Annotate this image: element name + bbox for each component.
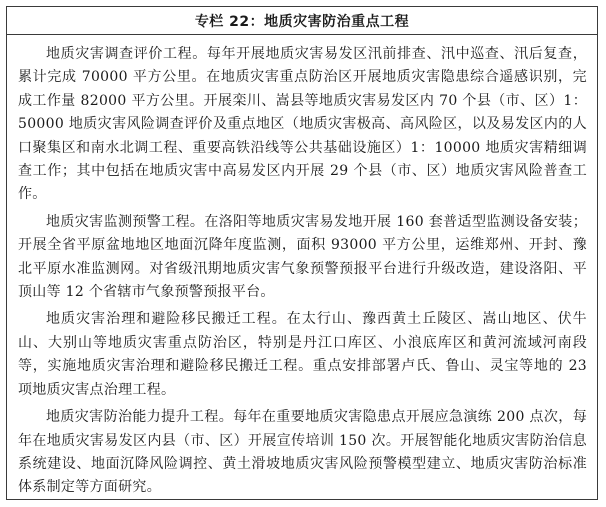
- paragraph-treatment-relocation: 地质灾害治理和避险移民搬迁工程。在太行山、豫西黄土丘陵区、嵩山地区、伏牛山、大别山等地质灾害重点防治区，特别是丹江口库区、小浪底库区和黄河流域河南段等，实施地质灾害治理和避险移民搬迁工程。重点安排部署卢氏、鲁山、灵宝等地的 23 项地质灾害点治理工程。: [18, 311, 587, 398]
- column-title: 专栏 22：地质灾害防治重点工程: [7, 7, 597, 35]
- column-box: [6, 6, 598, 500]
- paragraph-monitoring-warning: 地质灾害监测预警工程。在洛阳等地质灾害易发地开展 160 套普适型监测设备安装；开展全省平原盆地地区地面沉降年度监测，面积 93000 平方公里，运维郑州、开封、豫北平原水准监测网。对省级汛期地质灾害气象预警预报平台进行升级改造，建设洛阳、平顶山等 12 个省辖市气象预警预报平台。: [18, 213, 587, 301]
- paragraph-capacity-building: 地质灾害防治能力提升工程。每年在重要地质灾害隐患点开展应急演练 200 点次，每年在地质灾害易发区内县（市、区）开展宣传培训 150 次。开展智能化地质灾害防治信息系统建设、地面沉降风险调控、黄土滑坡地质灾害风险预警模型建立、地质灾害防治标准体系制定等方面研究。: [18, 409, 587, 496]
- column-content: [7, 35, 597, 500]
- paragraph-survey-evaluation: 地质灾害调查评价工程。每年开展地质灾害易发区汛前排查、汛中巡查、汛后复查，累计完成 70000 平方公里。在地质灾害重点防治区开展地质灾害隐患综合遥感识别，完成工作量 82000 平方公里。开展栾川、嵩县等地质灾害易发区内 70 个县（市、区）1：50000 地质灾害风险调查评价及重点地区（地质灾害极高、高风险区，以及易发区内的人口聚集区和南水北调工程、重要高铁沿线等公共基础设施区）1：10000 地质灾害精细调查工作；其中包括在地质灾害中高易发区内开展 29 个县（市、区）地质灾害风险普查工作。: [18, 46, 587, 203]
